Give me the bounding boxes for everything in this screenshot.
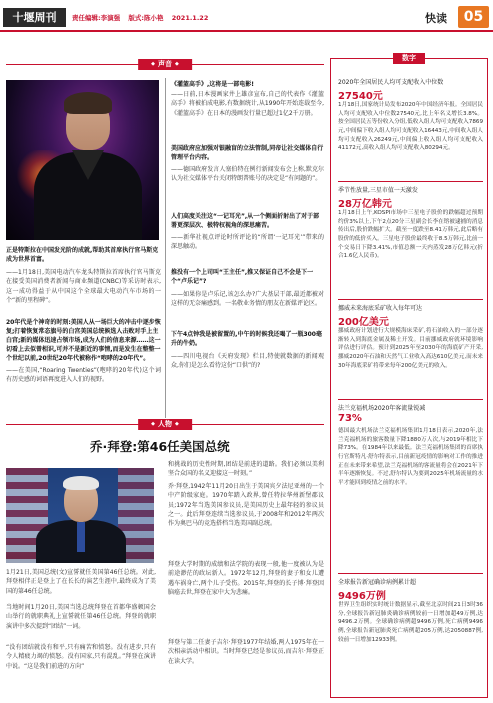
photo-figure-tie xyxy=(77,522,85,552)
stat-title-5: 全球报告新冠确诊病例累计超 xyxy=(338,579,417,586)
voice-item5-body: ——新华社视点评论时所评论的“所谓‘一记耳光’”带来的深思触动。 xyxy=(171,234,324,251)
stat-value-1: 27540元 xyxy=(338,91,383,102)
stat-body-3: 挪威政府计划进行大规模海床采矿,将石油收入的一部分逐渐转入到海底金属及稀土开发。目前挪威政府就环境影响评估进行评估。预计到2025年至2030年的海底矿产开采,挪威2020年石油和天然气工业收入高达610亿美元,而未来30年海底采矿将带来每年200亿美元的收入。 xyxy=(338,328,483,369)
biden-photo xyxy=(6,468,154,563)
stat-title-4: 法兰克福机场2020年客流量锐减 xyxy=(338,405,426,412)
stat-body-4: 德国最大机场法兰克福机场集团1月18日表示,2020年,法兰克福机场的旅客数量下降1880万人次,与2019年相比下降73%。在1984年以来最低。法兰克福机场集团的首席执行官斯特凡·舒尔特表示,目前新冠疫情的影响对工作的推进正在未来带来希望,法兰克福机场的客流量将会在2021年下半年逐渐恢复。不过,舒尔特认为要到2025年机场流量的水平才能回到疫情之前的水平。 xyxy=(338,428,483,486)
musk-photo xyxy=(6,80,159,240)
page-number: 05 xyxy=(458,6,489,28)
voice-item6-body: ——如果你是卢乐记,该怎么办?广大基层干部,最近都被对这样的无奈痛感到。一名敬业务情的朋友在新媒评论区。 xyxy=(171,291,324,308)
voice-item2-lede: 20年代是个神奇的时刻:美国人从一场巨大的冲击中逐步恢复;打着恢复常态旗号的白宫美国总统候选人击败对手上主白宫;新的媒体迅速占领市场,成为人们的信息来源……这一切看上去似曾相识,可并不是新近的事情,而是发生在整整一个世纪以前,20世纪20年代被称作“咆哮的20年代”。 xyxy=(6,319,161,362)
voice-item1-body: ——1月18日,美国电动汽车龙头特斯拉首席执行官马斯克在接受美国消费者新闻与商业频道(CNBC)等采访时表示,这一成功得益于从中国这个全球最大电动汽车市场的一个“新的里程碑”。 xyxy=(6,269,161,304)
people-para3: “没有团结就没有和平,只有痛苦和愤怒。没有进步,只有令人精疲力竭的愤怒。没有国家,只有混乱。”拜登在演讲中说。“这是我们前进的方向” xyxy=(6,644,156,670)
issue-date: 2021.1.22 xyxy=(171,14,209,22)
voice-item3-lede: 《灌篮高手》,这将是一部电影! xyxy=(171,81,255,88)
stat-divider xyxy=(338,573,483,574)
people-para6: 拜登大学时期的成绩和法学院的表现一般,他一度被认为是前途渺茫的政坛新人。1972年12月,拜登的妻子和女儿遭遇车祸身亡,两个儿子受伤。2015年,拜登的长子博·拜登因脑癌去世,拜登在家中大为悲痛。 xyxy=(168,561,324,596)
people-para2: 当地时间1月20日,美国当选总统拜登在首都华盛顿国会山举行的就职典礼上宣誓就任第46任总统。拜登的就职演讲中多次提到“团结”一词。 xyxy=(6,604,156,630)
stat-body-1: 1月18日,国家统计局发布2020年中国经济年报。全国居民人均可支配收入中位数27540元,比上年名义增长3.8%。按全国居民五等份收入分组,低收入组人均可支配收入7869元,中间偏下收入组人均可支配收入16443元,中间收入组人均可支配收入26249元,中间偏上收入组人均可支配收入41172元,高收入组人均可支配收入80294元。 xyxy=(338,102,483,152)
designer-credit: 版式:陈小艳 xyxy=(128,14,164,22)
editor-credit: 责任编辑:李演强 xyxy=(72,14,121,22)
voice-item7-lede: 下午4点钟我是被留置的,中午的时候我还喝了一瓶300毫升的牛奶。 xyxy=(171,331,322,347)
stat-divider xyxy=(338,299,483,300)
people-para7: 拜登与第二任妻子吉尔·拜登1977年结婚,两人1975年在一次相亲活动中相识。当时拜登已经是参议员,而吉尔·拜登正在读大学。 xyxy=(168,639,324,665)
stat-title-1: 2020年全国居民人均可支配收入中位数 xyxy=(338,79,444,86)
stat-body-2: 1月18日上午,KOSPI市场中三星电子股价的跌幅超过预期约价3%以上,下午2点20分三星副会长李在镕被逮捕的消息传出后,股价跌幅扩大。截至一度跌至8.41万韩元,此后略有股价的低价买入。三星电子股价最终收于8.5万韩元,比前一个交易日下降3.41%,市值总额一天内蒸发28万亿韩元(折合1.6亿人民币)。 xyxy=(338,210,483,260)
people-para1: 1月21日,美国总统(文)宣誓就任美国第46任总统。对此,拜登相伴正是登上了在长长的演艺生涯中,最终成为了美国的第46任总统。 xyxy=(6,569,156,595)
voice-banner xyxy=(6,60,324,75)
section-name: 快读 xyxy=(425,12,447,25)
stat-title-3: 挪威未来海底采矿收入每年可达 xyxy=(338,305,423,312)
stat-value-3: 200亿美元 xyxy=(338,317,389,328)
people-banner xyxy=(6,420,324,435)
people-banner-label: ◆ 人物 ◆ xyxy=(138,419,192,430)
masthead: 十堰周刊 xyxy=(3,8,66,27)
stat-divider xyxy=(338,181,483,182)
voice-item7-body: ——四川电视台《天府发现》栏目,特使就数据的新闻观众,你们是怎么看待这份“口供”的? xyxy=(171,353,324,370)
voice-item4-body: ——德国政府发言人塞伯特在例行新闻发布会上称,默克尔认为社交媒体平台关闭特朗普账号的决定是“有问题的”。 xyxy=(171,166,324,183)
voice-item5-lede: 人们高度关注这“一记耳光”,从一个侧面折射出了对于部署更深层次、极特权视角的深思痛苦。 xyxy=(171,213,320,229)
voice-item6-lede: 推没有一个上司叫“王主任”,推又保证自己不会是下一个“卢乐记”? xyxy=(171,269,314,285)
voice-item3-body: ——日前,日本漫画家井上雄彦宣布,自己的代表作《灌篮高手》将被拍成电影,有数据统计,从1990年开始连载至今,《灌篮高手》在日本的漫画发行量已超过1亿2千万册。 xyxy=(171,91,324,117)
voice-item2-body: ——在美国,“Roaring Twenties”(咆哮的20年代)这个词有历史感的词语再度进入人们的视野。 xyxy=(6,367,161,384)
stat-divider xyxy=(338,399,483,400)
stat-value-4: 73% xyxy=(338,413,362,424)
photo-figure-hair xyxy=(63,476,99,490)
data-banner xyxy=(331,53,487,64)
voice-item4-lede: 美国政府应加强对银融盲的立法管制,同帝让社交媒体自行管理平台内容。 xyxy=(171,145,324,161)
stat-value-2: 28万亿韩元 xyxy=(338,199,392,210)
stat-value-5: 9496万例 xyxy=(338,591,386,602)
people-para5: 乔·拜登,1942年11月20日出生于美国宾夕法尼亚州的一个中产阶级家庭。1970年踏入政界,曾任特拉华州新堡郡议员;1972年当选美国参议员,是美国历史上最年轻的参议员之一。此后拜登连续当选参议员,于2008年和2012年两次作为奥巴马的竞选搭档当选美国副总统。 xyxy=(168,483,324,528)
photo-figure-hair xyxy=(64,92,112,114)
data-sidebar xyxy=(330,54,488,698)
voice-banner-label: ◆ 声音 ◆ xyxy=(138,59,192,70)
page-header xyxy=(0,0,493,32)
people-para4: 和挑战的历史性时期,团结是前进的道路。我们必须以美利坚合众国的名义迎接这一时刻。” xyxy=(168,461,324,478)
photo-caption: 正是特斯拉在中国发光阶的成就,帮助其首席执行官马斯克成为世界首富。 xyxy=(6,247,159,263)
story-headline: 乔·拜登:第46任美国总统 xyxy=(90,439,230,454)
data-banner-label: 数字 xyxy=(393,53,425,64)
credits-line xyxy=(72,13,214,22)
stat-body-5: 世界卫生组织实时统计数据显示,截至北京时间21日3时36分,全球报告新冠肺炎确诊病例较前一日增加超49万例,达9496.2万例。全球确诊病例超9496万例,死亡病例9496例,全球报告新冠肺炎死亡病例超205万例,达2050887例,较前一日增加12933例。 xyxy=(338,602,483,643)
column-divider xyxy=(165,78,166,418)
stat-title-2: 季节性放量,三星市值一天激发 xyxy=(338,187,418,194)
